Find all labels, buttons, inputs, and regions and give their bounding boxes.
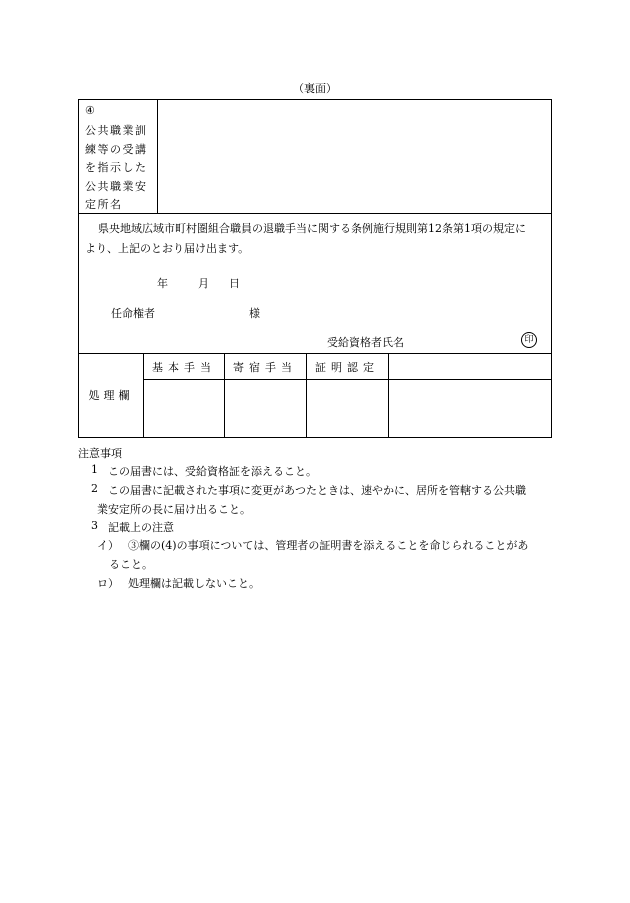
note-text: 記載上の注意 — [108, 521, 174, 534]
notes-title: 注意事項 — [78, 447, 122, 460]
processing-col-divider — [306, 353, 307, 437]
seal-mark: 印 — [521, 332, 537, 348]
date-day-label: 日 — [229, 277, 240, 290]
col-header-lodging-allowance: 寄宿手当 — [233, 361, 297, 374]
section4-value-field[interactable] — [159, 102, 549, 210]
note-number: 1 — [91, 463, 98, 476]
appointer-honorific: 様 — [249, 307, 260, 320]
section4-divider — [157, 100, 158, 213]
note-text: この届書に記載された事項に変更があつたときは、速やかに、居所を管轄する公共職 — [108, 484, 526, 497]
note-number: 2 — [91, 482, 98, 495]
subnote-text: ること。 — [109, 558, 153, 571]
page-caption: （裏面） — [293, 82, 337, 95]
processing-header-line — [143, 379, 551, 380]
col-header-basic-allowance: 基本手当 — [152, 361, 216, 374]
note-number: 3 — [91, 519, 98, 532]
processing-col-divider — [224, 353, 225, 437]
statement-line1: 県央地域広域市町村圏組合職員の退職手当に関する条例施行規則第12条第1項の規定に — [98, 222, 526, 235]
processing-col-divider — [143, 353, 144, 437]
appointer-label: 任命権者 — [111, 307, 155, 320]
processing-label: 処理欄 — [88, 389, 134, 402]
processing-top-line — [79, 353, 551, 354]
section4-label-line: 公共職業安 — [85, 179, 148, 193]
note-text: この届書には、受給資格証を添えること。 — [108, 465, 317, 478]
section4-label — [85, 122, 155, 215]
section4-number: ④ — [85, 104, 95, 117]
note-text: 業安定所の長に届け出ること。 — [97, 503, 251, 516]
subnote-mark: ロ） — [97, 577, 119, 590]
date-month-label: 月 — [198, 277, 209, 290]
date-year-label: 年 — [157, 277, 168, 290]
section4-label-line: を指示した — [85, 161, 148, 174]
section4-label-line: 練等の受講 — [85, 142, 148, 156]
statement-line2: より、上記のとおり届け出ます。 — [85, 242, 250, 255]
subnote-mark: イ） — [97, 539, 119, 552]
processing-col-divider — [388, 353, 389, 437]
section4-label-line: 定所名 — [85, 198, 123, 211]
section4-label-line: 公共職業訓 — [85, 124, 148, 137]
col-header-certification: 証明認定 — [315, 361, 379, 374]
form-box — [78, 99, 552, 438]
subnote-text: ③欄の(4)の事項については、管理者の証明書を添えることを命じられることがあ — [128, 539, 529, 552]
recipient-name-label: 受給資格者氏名 — [327, 336, 404, 349]
subnote-text: 処理欄は記載しないこと。 — [128, 577, 260, 590]
